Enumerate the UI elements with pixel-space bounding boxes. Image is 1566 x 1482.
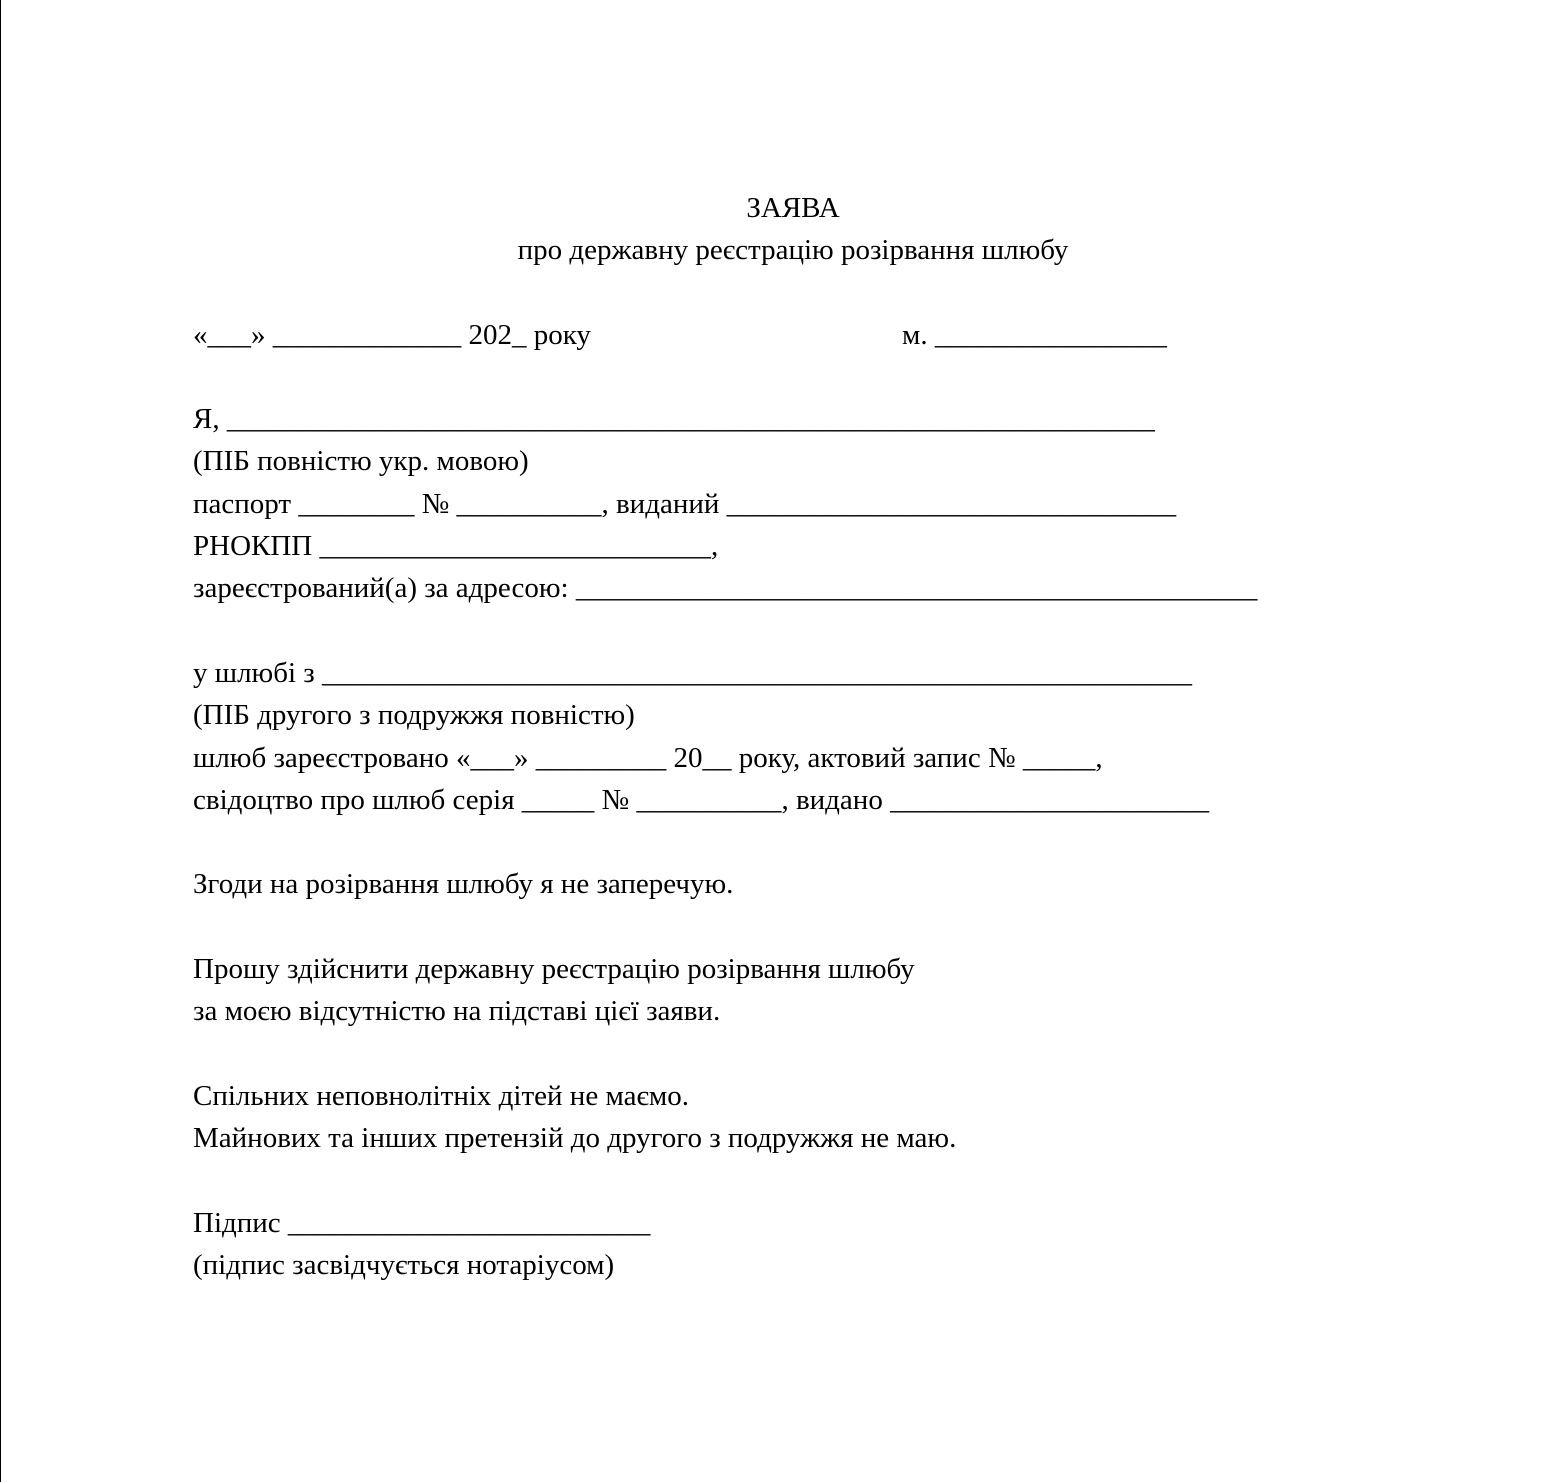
request-line-1: Прошу здійснити державну реєстрацію розірвання шлюбу bbox=[193, 953, 915, 985]
spouse-name-field: у шлюбі з ____________________________________________________________ bbox=[193, 657, 1192, 689]
city-field: м. ________________ bbox=[902, 319, 1167, 351]
consent-statement: Згоди на розірвання шлюбу я не заперечую. bbox=[193, 868, 734, 900]
date-field: «___» _____________ 202_ року bbox=[193, 319, 591, 351]
passport-field: паспорт ________ № __________, виданий _______________________________ bbox=[193, 488, 1177, 520]
address-field: зареєстрований(а) за адресою: _______________________________________________ bbox=[193, 572, 1258, 604]
marriage-registration-field: шлюб зареєстровано «___» _________ 20__ року, актовий запис № _____, bbox=[193, 742, 1103, 774]
property-statement: Майнових та інших претензій до другого з подружжя не маю. bbox=[193, 1122, 957, 1154]
signature-hint: (підпис засвідчується нотаріусом) bbox=[193, 1249, 615, 1281]
signature-field: Підпис _________________________ bbox=[193, 1207, 651, 1239]
document-title: ЗАЯВА bbox=[746, 192, 840, 224]
document-subtitle: про державну реєстрацію розірвання шлюбу bbox=[517, 234, 1069, 266]
marriage-certificate-field: свідоцтво про шлюб серія _____ № __________, видано ______________________ bbox=[193, 784, 1210, 816]
applicant-name-hint: (ПІБ повністю укр. мовою) bbox=[193, 445, 529, 477]
rnokpp-field: РНОКПП ___________________________, bbox=[193, 530, 719, 562]
applicant-name-field: Я, ________________________________________________________________ bbox=[193, 403, 1155, 435]
children-statement: Спільних неповнолітніх дітей не маємо. bbox=[193, 1080, 690, 1112]
request-line-2: за моєю відсутністю на підставі цієї заяви. bbox=[193, 995, 721, 1027]
spouse-name-hint: (ПІБ другого з подружжя повністю) bbox=[193, 699, 635, 731]
